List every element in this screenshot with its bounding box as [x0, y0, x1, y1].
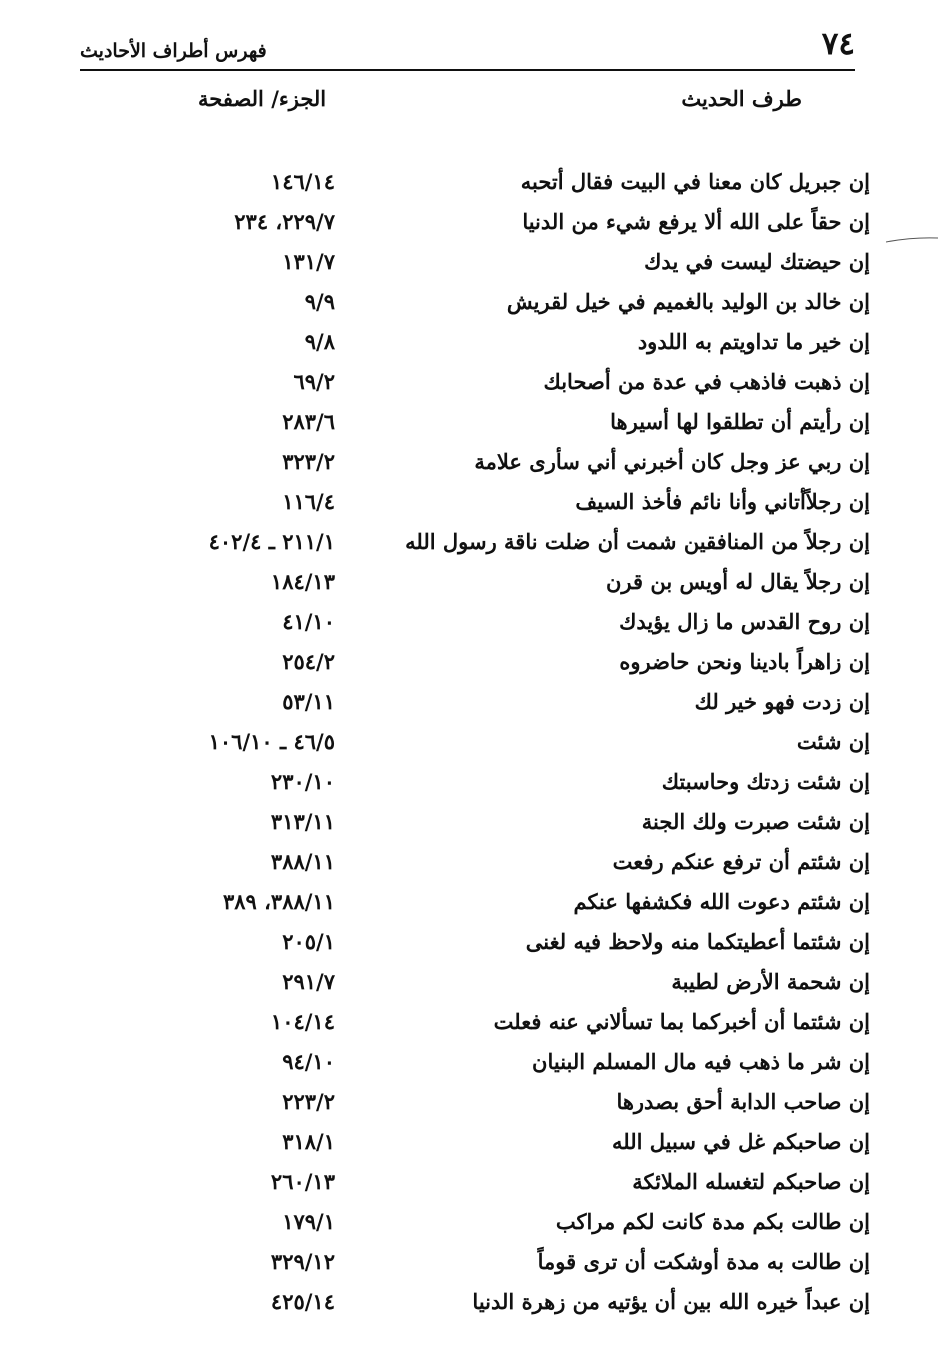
volume-page-ref: ٢٦٠/١٣	[270, 1169, 335, 1194]
volume-page-ref: ٤٦/٥ ـ ١٠٦/١٠	[208, 729, 335, 754]
page-number: ٧٤	[821, 26, 855, 62]
list-item	[150, 1082, 870, 1122]
hadith-text: إن زاهراً بادينا ونحن حاضروه	[619, 649, 870, 674]
list-item	[150, 882, 870, 922]
column-header-hadith: طرف الحديث	[681, 86, 802, 111]
hadith-text: إن عبداً خيره الله بين أن يؤتيه من زهرة الدنيا	[472, 1289, 870, 1314]
hadith-text: إن رأيتم أن تطلقوا لها أسيرها	[610, 409, 870, 434]
hadith-text: إن رجلاً يقال له أويس بن قرن	[605, 569, 870, 594]
header-rule	[80, 69, 855, 71]
volume-page-ref: ٣٢٣/٢	[282, 449, 335, 474]
hadith-text: إن جبريل كان معنا في البيت فقال أتحبه	[520, 169, 870, 194]
volume-page-ref: ٩٤/١٠	[282, 1049, 335, 1074]
volume-page-ref: ١٧٩/١	[282, 1209, 335, 1234]
hadith-text: إن شئتما أن أخبركما بما تسألاني عنه فعلت	[493, 1009, 870, 1034]
volume-page-ref: ١٠٤/١٤	[270, 1009, 335, 1034]
volume-page-ref: ١٨٤/١٣	[270, 569, 335, 594]
volume-page-ref: ٩/٨	[304, 329, 335, 354]
list-item	[150, 642, 870, 682]
list-item	[150, 1162, 870, 1202]
hadith-index-list	[150, 162, 870, 1322]
list-item	[150, 1242, 870, 1282]
list-item	[150, 362, 870, 402]
list-item	[150, 322, 870, 362]
hadith-text: إن خالد بن الوليد بالغميم في خيل لقريش	[506, 289, 870, 314]
list-item	[150, 562, 870, 602]
hadith-text: إن صاحب الدابة أحق بصدرها	[616, 1089, 870, 1114]
volume-page-ref: ٢٥٤/٢	[282, 649, 335, 674]
hadith-text: إن طالت به مدة أوشكت أن ترى قوماً	[537, 1249, 870, 1274]
list-item	[150, 1002, 870, 1042]
volume-page-ref: ٢٢٣/٢	[282, 1089, 335, 1114]
volume-page-ref: ١١٦/٤	[282, 489, 335, 514]
running-header	[80, 20, 855, 70]
hadith-text: إن شئت	[796, 729, 870, 754]
volume-page-ref: ٣٨٨/١١، ٣٨٩	[222, 889, 335, 914]
list-item	[150, 1122, 870, 1162]
volume-page-ref: ٣١٣/١١	[270, 809, 335, 834]
hadith-text: إن حقاً على الله ألا يرفع شيء من الدنيا	[522, 209, 870, 234]
hadith-text: إن زدت فهو خير لك	[694, 689, 870, 714]
list-item	[150, 202, 870, 242]
hadith-text: إن شئت صبرت ولك الجنة	[641, 809, 870, 834]
volume-page-ref: ١٤٦/١٤	[270, 169, 335, 194]
list-item	[150, 1042, 870, 1082]
volume-page-ref: ٣١٨/١	[282, 1129, 335, 1154]
hadith-text: إن رجلاًأتاني وأنا نائم فأخذ السيف	[575, 489, 870, 514]
hadith-text: إن طالت بكم مدة كانت لكم مراكب	[555, 1209, 870, 1234]
hadith-text: إن روح القدس ما زال يؤيدك	[619, 609, 870, 634]
list-item	[150, 842, 870, 882]
list-item	[150, 682, 870, 722]
hadith-text: إن شئتم دعوت الله فكشفها عنكم	[573, 889, 870, 914]
hadith-text: إن شر ما ذهب فيه مال المسلم البنيان	[532, 1049, 870, 1074]
list-item	[150, 162, 870, 202]
volume-page-ref: ٢٣٠/١٠	[270, 769, 335, 794]
volume-page-ref: ٢١١/١ ـ ٤٠٢/٤	[208, 529, 335, 554]
volume-page-ref: ٢٠٥/١	[282, 929, 335, 954]
volume-page-ref: ٣٨٨/١١	[270, 849, 335, 874]
list-item	[150, 242, 870, 282]
list-item	[150, 482, 870, 522]
volume-page-ref: ٥٣/١١	[282, 689, 335, 714]
volume-page-ref: ٤١/١٠	[282, 609, 335, 634]
volume-page-ref: ٢٨٣/٦	[282, 409, 335, 434]
hadith-text: إن رجلاً من المنافقين شمت أن ضلت ناقة رسول الله	[405, 529, 870, 554]
volume-page-ref: ٩/٩	[304, 289, 335, 314]
margin-pencil-mark	[886, 236, 938, 244]
hadith-text: إن صاحبكم لتغسله الملائكة	[632, 1169, 870, 1194]
running-title: فهرس أطراف الأحاديث	[80, 40, 267, 62]
volume-page-ref: ٣٢٩/١٢	[270, 1249, 335, 1274]
list-item	[150, 762, 870, 802]
volume-page-ref: ٤٢٥/١٤	[270, 1289, 335, 1314]
volume-page-ref: ١٣١/٧	[282, 249, 335, 274]
hadith-text: إن شئتما أعطيتكما منه ولاحظ فيه لغنى	[525, 929, 870, 954]
hadith-text: إن شئتم أن ترفع عنكم رفعت	[612, 849, 870, 874]
list-item	[150, 402, 870, 442]
hadith-text: إن ربي عز وجل كان أخبرني أني سأرى علامة	[474, 449, 870, 474]
list-item	[150, 1202, 870, 1242]
volume-page-ref: ٢٢٩/٧، ٢٣٤	[234, 209, 335, 234]
hadith-text: إن خير ما تداويتم به اللدود	[637, 329, 870, 354]
list-item	[150, 282, 870, 322]
hadith-text: إن شئت زدتك وحاسبتك	[661, 769, 870, 794]
list-item	[150, 602, 870, 642]
volume-page-ref: ٢٩١/٧	[282, 969, 335, 994]
list-item	[150, 802, 870, 842]
column-header-reference: الجزء/ الصفحة	[198, 86, 327, 111]
list-item	[150, 722, 870, 762]
list-item	[150, 962, 870, 1002]
list-item	[150, 522, 870, 562]
hadith-text: إن ذهبت فاذهب في عدة من أصحابك	[543, 369, 870, 394]
list-item	[150, 1282, 870, 1322]
volume-page-ref: ٦٩/٢	[293, 369, 335, 394]
list-item	[150, 922, 870, 962]
hadith-text: إن شحمة الأرض لطيبة	[671, 969, 870, 994]
list-item	[150, 442, 870, 482]
hadith-text: إن صاحبكم غل في سبيل الله	[612, 1129, 870, 1154]
hadith-text: إن حيضتك ليست في يدك	[644, 249, 870, 274]
